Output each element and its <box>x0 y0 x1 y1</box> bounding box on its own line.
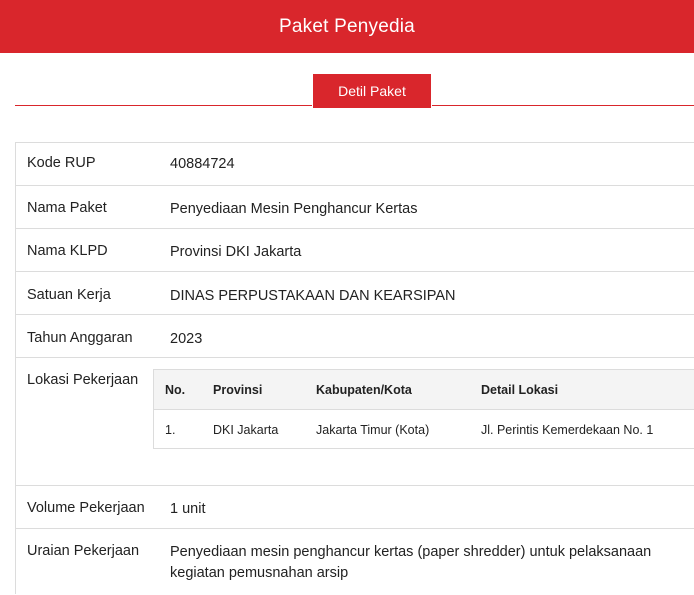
detail-value: 2023 <box>170 331 203 347</box>
table-row <box>154 410 694 449</box>
detail-row-kode-rup <box>16 143 694 186</box>
detail-value: DINAS PERPUSTAKAAN DAN KEARSIPAN <box>170 288 456 304</box>
cell-kabupaten-kota: Jakarta Timur (Kota) <box>316 422 430 437</box>
column-header-no: No. <box>165 382 186 397</box>
detail-label: Uraian Pekerjaan <box>27 543 140 559</box>
detail-label: Tahun Anggaran <box>27 330 133 346</box>
tab-detil-paket[interactable]: Detil Paket <box>313 74 431 108</box>
column-header-detail-lokasi: Detail Lokasi <box>481 382 559 397</box>
detail-value: Penyediaan Mesin Penghancur Kertas <box>170 201 418 217</box>
location-table <box>153 369 694 449</box>
detail-value-line-2: kegiatan pemusnahan arsip <box>170 565 349 581</box>
page-title: Paket Penyedia <box>279 15 415 37</box>
detail-value: 1 unit <box>170 501 206 517</box>
detail-label: Volume Pekerjaan <box>27 500 145 516</box>
tab-underline-left <box>15 105 312 106</box>
column-header-provinsi: Provinsi <box>213 382 263 397</box>
detail-label: Kode RUP <box>27 155 96 171</box>
detail-row-nama-klpd <box>16 229 694 272</box>
detail-value-line-1: Penyediaan mesin penghancur kertas (paper shredder) untuk pelaksanaan <box>170 544 652 560</box>
detail-value: Provinsi DKI Jakarta <box>170 244 302 260</box>
package-detail-table <box>15 142 694 594</box>
cell-no: 1. <box>165 422 176 437</box>
page-header <box>0 0 694 53</box>
cell-detail-lokasi: Jl. Perintis Kemerdekaan No. 1 <box>481 422 654 437</box>
column-header-kabupaten-kota: Kabupaten/Kota <box>316 382 412 397</box>
detail-row-nama-paket <box>16 186 694 229</box>
location-table-header <box>154 370 694 410</box>
detail-row-tahun-anggaran <box>16 315 694 358</box>
detail-label: Lokasi Pekerjaan <box>27 372 139 388</box>
detail-row-volume-pekerjaan <box>16 486 694 529</box>
detail-row-satuan-kerja <box>16 272 694 315</box>
detail-label: Nama Paket <box>27 200 107 216</box>
detail-label: Nama KLPD <box>27 243 108 259</box>
detail-row-uraian-pekerjaan <box>16 529 694 595</box>
detail-label: Satuan Kerja <box>27 287 111 303</box>
cell-provinsi: DKI Jakarta <box>213 422 279 437</box>
tab-underline-right <box>432 105 694 106</box>
detail-value: 40884724 <box>170 156 235 172</box>
